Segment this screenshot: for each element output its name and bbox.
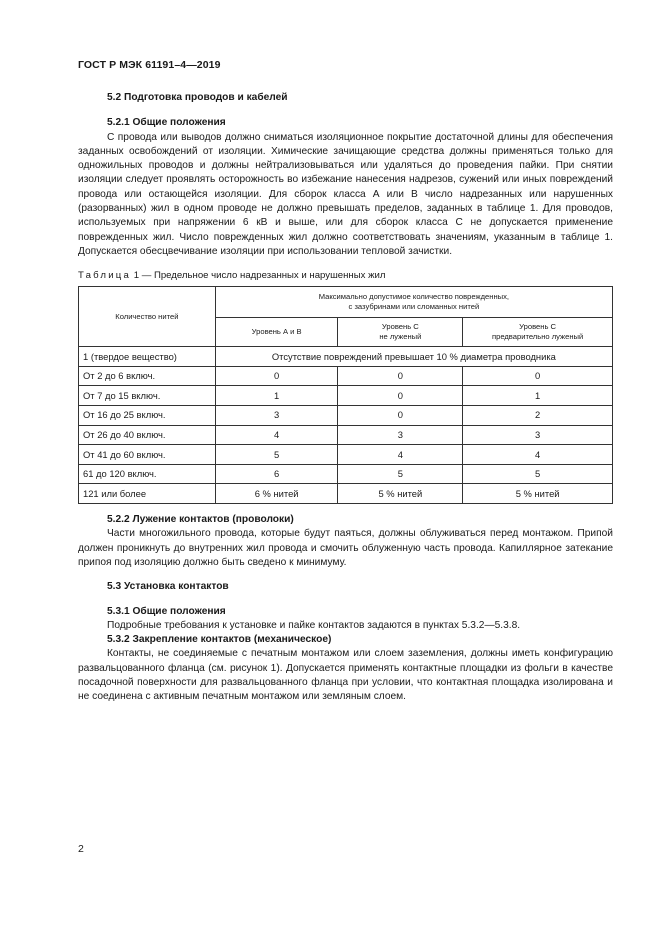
section-5-3-1-title: 5.3.1 Общие положения — [107, 605, 226, 617]
cell-strands: От 7 до 15 включ. — [79, 386, 216, 406]
col-header-level-c-pretinned — [463, 318, 613, 347]
table-row — [79, 445, 613, 465]
cell-level-c-pretinned: 2 — [463, 406, 613, 426]
table-caption-number: 1 — [133, 270, 140, 282]
table-row — [79, 425, 613, 445]
cell-strands: 1 (твердое вещество) — [79, 347, 216, 367]
cell-level-c-untinned: 0 — [338, 366, 463, 386]
cell-level-ab: 0 — [215, 366, 338, 386]
table-row — [79, 366, 613, 386]
col-header-level-ab: Уровень А и В — [215, 318, 338, 347]
cell-level-c-untinned: 0 — [338, 386, 463, 406]
table-row — [79, 484, 613, 504]
cell-level-ab: 6 % нитей — [215, 484, 338, 504]
col-group-header-line2: с зазубринами или сломанных нитей — [348, 302, 480, 312]
document-body — [78, 91, 613, 705]
cell-strands: 121 или более — [79, 484, 216, 504]
document-header: ГОСТ Р МЭК 61191–4—2019 — [78, 59, 221, 71]
section-5-3-title: 5.3 Установка контактов — [107, 581, 229, 593]
section-5-2-1-text: С провода или выводов должно сниматься изоляционное покрытие достаточной длины для обеспечения заданных освобождений от изоляции. Химические зачищающие средства должны применяться только для одножильных проводов и должны нейтрализовываться или удаляться до проведения пайки. При снятии изоляции следует проявлять осторожность во избежание нанесения надрезов, сужений или иных повреждений провода или остающейся изоляции. Для сборок класса А или В число надрезанных или нарушенных (разорванных) жил в одном проводе не должно превышать пределов, заданных в таблице 1. Для проводов, используемых при напряжении 6 кВ и выше, или для сборок класса С не допускается применение поврежденных жил. Число поврежденных жил должно соответствовать значениям, указанным в таблице 1. Допускается обесцвечивание изоляции при использовании тепловой зачистки. — [78, 131, 613, 257]
cell-strands: От 41 до 60 включ. — [79, 445, 216, 465]
cell-level-c-pretinned: 1 — [463, 386, 613, 406]
table-row — [79, 347, 613, 367]
cell-level-ab: 6 — [215, 464, 338, 484]
level-c-untinned-line2: не луженый — [379, 332, 422, 342]
section-5-3-2-title: 5.3.2 Закрепление контактов (механическое) — [107, 634, 332, 646]
level-c-pretinned-line2: предварительно луженый — [491, 332, 584, 342]
cell-level-c-untinned: 5 — [338, 464, 463, 484]
level-c-pretinned-line1: Уровень С — [519, 321, 557, 331]
cell-strands: От 26 до 40 включ. — [79, 425, 216, 445]
level-c-untinned-line1: Уровень С — [381, 321, 419, 331]
cell-level-c-untinned: 5 % нитей — [338, 484, 463, 504]
cell-level-ab: 4 — [215, 425, 338, 445]
section-5-2-2-text: Части многожильного провода, которые будут паяться, должны облуживаться перед монтажом. Припой должен проникнуть до внутренних жил провода и смочить облуженную часть провода. Капиллярное затекание припоя под изоляцию должно быть сведено к минимуму. — [78, 528, 613, 568]
cell-level-c-untinned: 3 — [338, 425, 463, 445]
cell-level-c-pretinned: 5 % нитей — [463, 484, 613, 504]
cell-level-c-pretinned: 3 — [463, 425, 613, 445]
cell-strands: От 16 до 25 включ. — [79, 406, 216, 426]
cell-solid-note: Отсутствие повреждений превышает 10 % диаметра проводника — [215, 347, 612, 367]
section-5-2-1-title: 5.2.1 Общие положения — [107, 117, 226, 129]
cell-level-c-untinned: 0 — [338, 406, 463, 426]
section-5-3-2-text: Контакты, не соединяемые с печатным монтажом или слоем заземления, должны иметь конфигурацию развальцованного фланца (см. рисунок 1). Допускается применять контактные площадки из фольги в качестве посадочной поверхности для развальцованного фланца при условии, что контактная площадка изолирована и не соединена с активным печатным монтажом или земляным слоем. — [78, 648, 613, 703]
cell-level-ab: 1 — [215, 386, 338, 406]
table-row — [79, 386, 613, 406]
cell-level-ab: 5 — [215, 445, 338, 465]
col-group-header — [215, 287, 612, 318]
table-caption-prefix: Таблица — [78, 270, 132, 282]
col-header-strands: Количество нитей — [79, 287, 216, 347]
section-5-2-2-title: 5.2.2 Лужение контактов (проволоки) — [107, 514, 294, 526]
table-row — [79, 464, 613, 484]
col-header-level-c-untinned — [338, 318, 463, 347]
cell-strands: От 2 до 6 включ. — [79, 366, 216, 386]
table-1 — [78, 286, 613, 504]
section-5-3-1-text: Подробные требования к установке и пайке контактов задаются в пунктах 5.3.2—5.3.8. — [107, 619, 521, 631]
col-group-header-line1: Максимально допустимое количество поврежденных, — [318, 291, 510, 301]
table-caption — [78, 269, 613, 282]
page-number: 2 — [78, 843, 84, 855]
table-caption-text: — Предельное число надрезанных и нарушенных жил — [139, 270, 386, 282]
cell-strands: 61 до 120 включ. — [79, 464, 216, 484]
cell-level-ab: 3 — [215, 406, 338, 426]
cell-level-c-pretinned: 0 — [463, 366, 613, 386]
cell-level-c-pretinned: 4 — [463, 445, 613, 465]
cell-level-c-pretinned: 5 — [463, 464, 613, 484]
table-row — [79, 406, 613, 426]
cell-level-c-untinned: 4 — [338, 445, 463, 465]
section-5-2-title: 5.2 Подготовка проводов и кабелей — [107, 92, 288, 103]
